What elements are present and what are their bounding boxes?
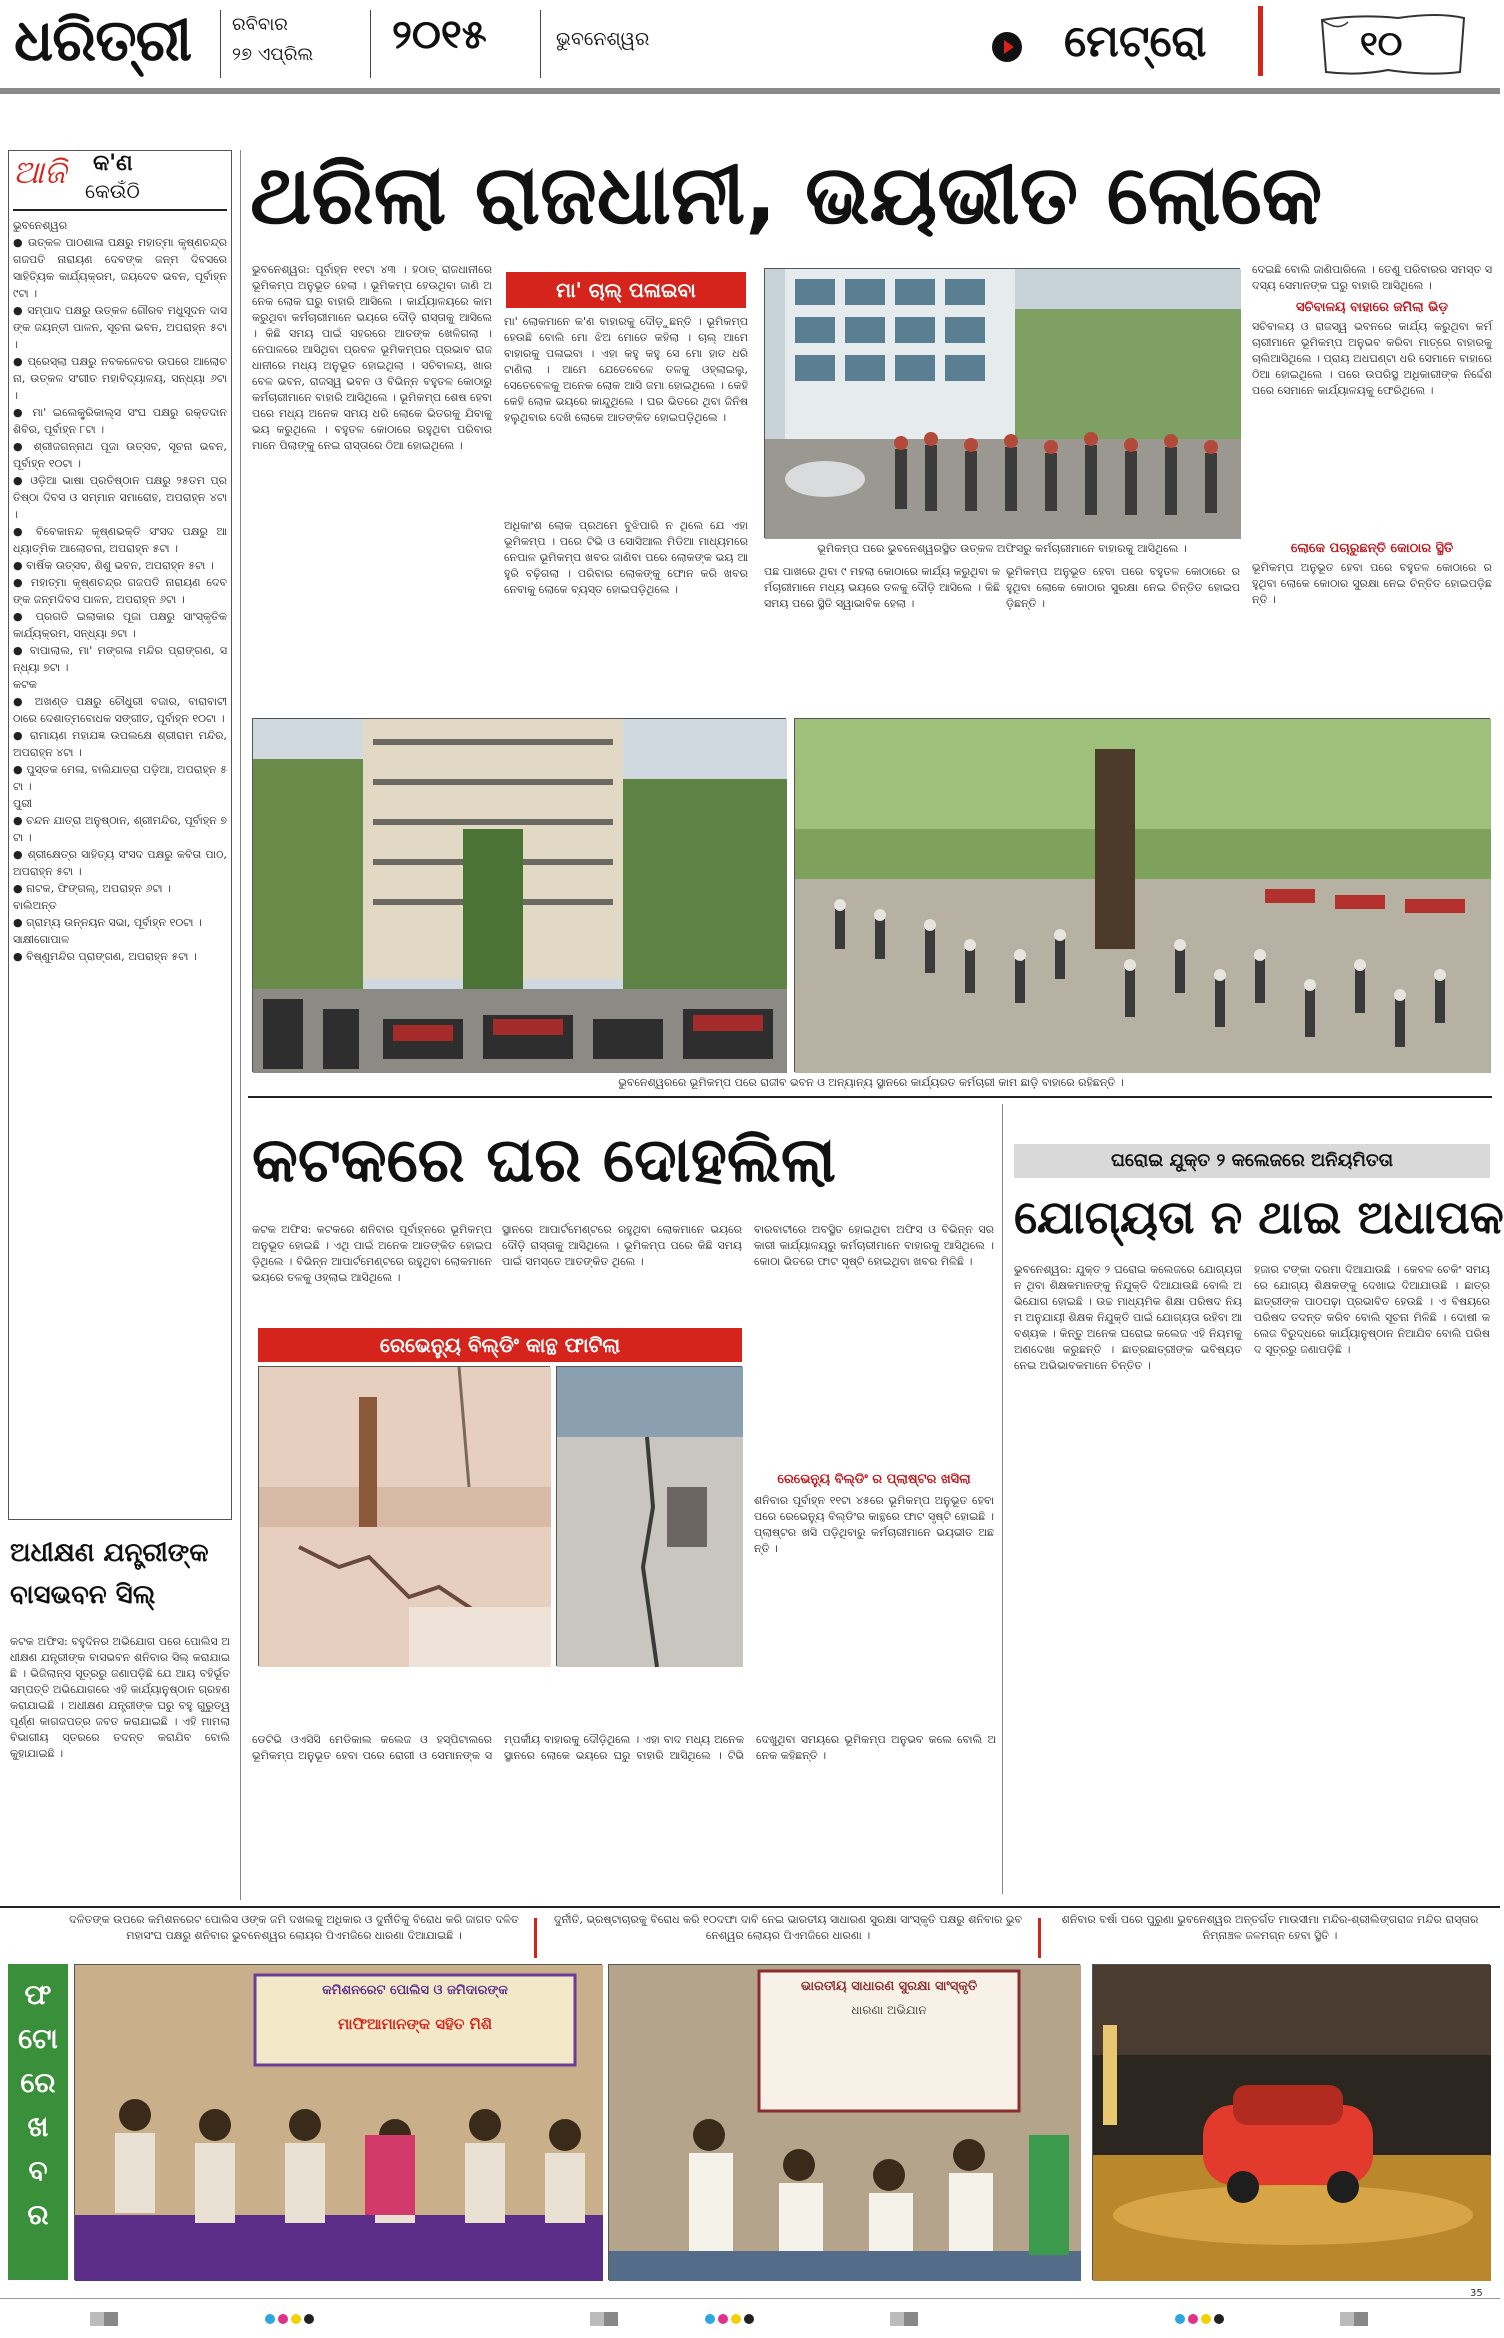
story2-kicker: ରେଭେନ୍ୟୁ ବିଲ୍ଡିଂ ର ପ୍ଲାଷ୍ଟର ଖସିଲା (777, 1472, 971, 1487)
sidebar-story (8, 1526, 232, 1896)
sidebar-headline-line2: ବାସଭବନ ସିଲ୍ (10, 1580, 156, 1610)
photo-protest-1 (74, 1964, 602, 2280)
lead-col3: ଅଧିକାଂଶ ଲୋକ ପ୍ରଥମେ ବୁଝିପାରି ନ ଥିଲେ ଯେ ଏହା ଭୂମିକମ୍ପ । ପରେ ଟିଭି ଓ ସୋସିଆଲ ମିଡିଆ ମାଧ୍ୟମରେ ନେପାଳ ଭୂମିକମ୍ପ ଖବର ଜାଣିବା ପରେ ଲୋକଙ୍କ ଭୟ ଆହୁରି ବଢ଼ିଗଲା । ପରିବାର ଲୋକଙ୍କୁ ଫୋନ କରି ଖବର ନେବାକୁ ଲୋକେ ବ୍ୟସ୍ତ ହୋଇପଡ଼ିଥିଲେ । (504, 519, 752, 596)
lead-col5a: ଭୂମିକମ୍ପ ଅନୁଭୂତ ହେବା ପରେ ବହୁତଳ କୋଠାରେ ରହୁଥିବା ଲୋକେ କୋଠାର ସୁରକ୍ଷା ନେଇ ଚିନ୍ତିତ ହୋଇପଡ଼ିଛନ୍ତି । (1006, 565, 1240, 610)
photo-crack-2 (556, 1366, 742, 1666)
story2-col3b-text: ଶନିବାର ପୂର୍ବାହ୍ନ ୧୧ଟା ୪୫ରେ ଭୂମିକମ୍ପ ଅନୁଭୂତ ହେବା ପରେ ରେଭେନ୍ୟୁ ବିଲ୍ଡିଂର କାନ୍ଥରେ ଫାଟ ସୃଷ୍ଟି ହୋଇଛି । ପ୍ଲାଷ୍ଟର ଖସି ପଡ଼ିଥିବାରୁ କର୍ମଚାରୀମାନେ ଭୟଭୀତ ଅଛନ୍ତି । (754, 1494, 998, 1555)
events-label-kana: କ'ଣ (93, 151, 133, 176)
strip-caption-2: ଦୁର୍ନୀତି, ଭ୍ରଷ୍ଟାଚାରକୁ ବିରୋଧ କରି ୧୦ଦଫା ଦାବି ନେଇ ଭାରତୀୟ ସାଧାରଣ ସୁରକ୍ଷା ସାଂସ୍କୃତି ପକ୍ଷରୁ ଶନିବାର ଭୁବନେଶ୍ୱର ଲୋୟର ପିଏମଜିରେ ଧାରଣା । (553, 1913, 1023, 1942)
photo-crowd-street (794, 718, 1490, 1072)
section-red-bar (1258, 6, 1263, 76)
banner2-text-2: ଧାରଣା ଅଭିଯାନ (851, 2003, 927, 2017)
story2-bottom: ଡେଟିଭି ଓଏସିସି ମେଡିକାଲ କଲେଜ ଓ ହସ୍ପିଟାଲରେ ଭୂମିକମ୍ପ ଅନୁଭୂତ ହେବା ପରେ ରୋଗୀ ଓ ସେମାନଙ୍କ ସମ୍ପର୍କୀୟ ବାହାରକୁ ଦୌଡ଼ିଥିଲେ । ଏହା ବାଦ ମଧ୍ୟ ଅନେକ ସ୍ଥାନରେ ଲୋକେ ଭୟରେ ଘରୁ ବାହାରି ଆସିଥିଲେ । ଟିଭି ଦେଖୁଥିବା ସମୟରେ ଭୂମିକମ୍ପ ଅନୁଭବ କଲେ ବୋଲି ଅନେକ କହିଛନ୍ତି । (252, 1733, 996, 1762)
events-sidebar (8, 150, 232, 1520)
masthead (0, 0, 1500, 110)
story3-headline: ଯୋଗ୍ୟତା ନ ଥାଇ ଅଧାପକ (1014, 1190, 1504, 1244)
masthead-day: ରବିବାର (232, 14, 288, 35)
story2-col1: କଟକ ଅଫିସ: କଟକରେ ଶନିବାର ପୂର୍ବାହ୍ନରେ ଭୂମିକମ୍ପ ଅନୁଭୂତ ହୋଇଛି । ଏଥି ପାଇଁ ଅନେକ ଆତଙ୍କିତ ହୋଇପଡ଼ିଥିଲେ । ବିଭିନ୍ନ ଆପାର୍ଟମେଣ୍ଟରେ ରହୁଥିବା ଲୋକମାନେ ଭୟରେ ତଳକୁ ଓହ୍ଲାଇ ଆସିଥିଲେ । (252, 1223, 496, 1284)
photo-crack-1 (258, 1366, 550, 1666)
page-code: 35 (1470, 2288, 1483, 2299)
side-label-char: ଟୋ (18, 2022, 58, 2055)
events-label-aaji: ଆଜି (13, 153, 67, 191)
banner1-text-2: ମାଫିଆମାନଙ୍କ ସହିତ ମିଶି (337, 2015, 493, 2033)
side-label-char: ର (27, 2198, 49, 2231)
photo-protest-2 (608, 1964, 1080, 2280)
brand-logo: ଧରିତ୍ରୀ (14, 6, 192, 74)
sidebar-story-body: କଟକ ଅଫିସ: ବହୁଦିନର ଅଭିଯୋଗ ପରେ ପୋଲିସ ଅଧୀକ୍ଷଣ ଯନ୍ତ୍ରୀଙ୍କ ବାସଭବନ ଶନିବାର ସିଲ୍ କରାଯାଇଛି । ଭିଜିଲାନ୍ସ ସୂତ୍ରରୁ ଜଣାପଡ଼ିଛି ଯେ ଆୟ ବହିର୍ଭୂତ ସମ୍ପତ୍ତି ଅଭିଯୋଗରେ ଏହି କାର୍ଯ୍ୟାନୁଷ୍ଠାନ ଗ୍ରହଣ କରାଯାଇଛି । ଅଧୀକ୍ଷଣ ଯନ୍ତ୍ରୀଙ୍କ ଘରୁ ବହୁ ଗୁରୁତ୍ୱପୂର୍ଣ୍ଣ କାଗଜପତ୍ର ଜବତ କରାଯାଇଛି । ଏହି ମାମଲା ବିଭାଗୀୟ ସ୍ତରରେ ତଦନ୍ତ କରାଯିବ ବୋଲି କୁହାଯାଇଛି । (10, 1635, 234, 1760)
photo-waterlogged-street (1092, 1964, 1490, 2280)
photo-building (252, 718, 786, 1072)
page-number-tab (1318, 10, 1468, 80)
events-label-kenthi: କେଉଁଠି (85, 179, 140, 203)
banner1-text-1: କମିଶନରେଟ ପୋଲିସ ଓ ଜମିଦାରଙ୍କ (322, 1983, 508, 1998)
print-registration-marks (0, 2306, 1500, 2334)
strip-caption-1: ଦଳିତଙ୍କ ଉପରେ କମିଶନରେଟ ପୋଲିସ ଓଙ୍କ ଜମି ଦଖଲକୁ ଅଧିକାର ଓ ଦୁର୍ନୀତିକୁ ବିରୋଧ କରି ଜାଗତ ଦଳିତ ମହାସଂଘ ପକ୍ଷରୁ ଶନିବାର ଭୁବନେଶ୍ୱର ଲୋୟର ପିଏମଜିରେ ଧାରଣା ଦିଆଯାଇଛି । (69, 1913, 523, 1942)
lead-col6b-text: ସଚିବାଳୟ ଓ ରାଜସ୍ୱ ଭବନରେ କାର୍ଯ୍ୟ କରୁଥିବା କର୍ମଚାରୀମାନେ ଭୂମିକମ୍ପ ଅନୁଭବ କରିବା ମାତ୍ରେ ବାହାରକୁ ଚାଲିଆସିଥିଲେ । ପ୍ରାୟ ଅଧଘଣ୍ଟା ଧରି ସେମାନେ ବାହାରେ ଠିଆ ହୋଇଥିଲେ । ପରେ ଉପରିସ୍ଥ ଅଧିକାରୀଙ୍କ ନିର୍ଦ୍ଦେଶ ପରେ ସେମାନେ କାର୍ଯ୍ୟାଳୟକୁ ଫେରିଥିଲେ । (1252, 320, 1496, 397)
sidebar-headline-line1: ଅଧୀକ୍ଷଣ ଯନ୍ତ୍ରୀଙ୍କ (10, 1538, 209, 1568)
story2-col3 (754, 1222, 998, 1728)
masthead-city: ଭୁବନେଶ୍ୱର (556, 28, 650, 50)
story2-headline: କଟକରେ ଘର ଦୋହଲିଲା (252, 1123, 836, 1196)
lead-col1: ଭୁବନେଶ୍ୱର: ପୂର୍ବାହ୍ନ ୧୧ଟା ୪୩ । ହଠାତ୍ ରାଜଧାନୀରେ ଭୂମିକମ୍ପ ଅନୁଭୂତ ହେଲା । ଭୂମିକମ୍ପ ହେଉଥିବା ଜାଣି ଅନେକ ଲୋକ ଘରୁ ବାହାରି ଆସିଲେ । କାର୍ଯ୍ୟାଳୟରେ କାମ କରୁଥିବା କର୍ମଚାରୀମାନେ ଭୟରେ ଦୌଡ଼ି ରାସ୍ତାକୁ ଆସିଲେ । କିଛି ସମୟ ପାଇଁ ସହରରେ ଆତଙ୍କ ଖେଳିଗଲା । ନେପାଳରେ ଆସିଥିବା ପ୍ରବଳ ଭୂମିକମ୍ପର ପ୍ରଭାବ ରାଜଧାନୀରେ ମଧ୍ୟ ଅନୁଭୂତ ହୋଇଥିଲା । ସଚିବାଳୟ, ଖାରବେଳ ଭବନ, ରାଜସ୍ୱ ଭବନ ଓ ବିଭିନ୍ନ ବହୁତଳ କୋଠାରୁ କର୍ମଚାରୀମାନେ ବାହାରି ଆସିଥିଲେ । ଭୂମିକମ୍ପ ଶେଷ ହେବା ପରେ ମଧ୍ୟ ଅନେକ ସମୟ ଧରି ଲୋକେ ଭିତରକୁ ଯିବାକୁ ଭୟ କରୁଥିଲେ । ବହୁତଳ କୋଠାରେ ରହୁଥିବା ପରିବାରମାନେ ପିଲାଙ୍କୁ ନେଇ ରାସ୍ତାରେ ଠିଆ ହୋଇଥିଲେ । (252, 263, 496, 452)
story3-col1: ଭୁବନେଶ୍ୱର: ଯୁକ୍ତ ୨ ଘରୋଇ କଲେଜରେ ଯୋଗ୍ୟତା ନ ଥିବା ଶିକ୍ଷକମାନଙ୍କୁ ନିଯୁକ୍ତି ଦିଆଯାଉଛି ବୋଲି ଅଭିଯୋଗ ହୋଇଛି । ଉଚ୍ଚ ମାଧ୍ୟମିକ ଶିକ୍ଷା ପରିଷଦ ନିୟମ ଅନୁଯାୟୀ ଶିକ୍ଷକ ନିଯୁକ୍ତି ପାଇଁ ଯୋଗ୍ୟତା ରହିବା ଆବଶ୍ୟକ । କିନ୍ତୁ ଅନେକ ଘରୋଇ କଲେଜ ଏହି ନିୟମକୁ ଅଣଦେଖା କରୁଛନ୍ତି । ଛାତ୍ରଛାତ୍ରୀଙ୍କ ଭବିଷ୍ୟତ ନେଇ ଅଭିଭାବକମାନେ ଚିନ୍ତିତ । (1014, 1263, 1246, 1372)
side-label-char: ବ (28, 2154, 48, 2187)
page-number: ୧୦ (1360, 24, 1403, 64)
banner2-text-1: ଭାରତୀୟ ସାଧାରଣ ସୁରକ୍ଷା ସାଂସ୍କୃତି (800, 1979, 978, 1994)
lead-red-label: ମା' ଚାଲ୍ ପଳାଇବା (506, 272, 746, 308)
photo-bottom-caption: ଭୁବନେଶ୍ୱରରେ ଭୂମିକମ୍ପ ପରେ ରାଜୀବ ଭବନ ଓ ଅନ୍ୟାନ୍ୟ ସ୍ଥାନରେ କାର୍ଯ୍ୟରତ କର୍ମଚାରୀ କାମ ଛାଡ଼ି ବାହାରେ ରହିଛନ୍ତି । (618, 1076, 1124, 1089)
lead-col2: ମା' ଲୋକମାନେ କ'ଣ ବାହାରକୁ ଦୌଡ଼ୁଛନ୍ତି । ଭୂମିକମ୍ପ ହେଉଛି ବୋଲି ମୋ ଝିଅ ମୋତେ କହିଲା । ଚାଲ୍ ଆମେ ବାହାରକୁ ପଳାଇବା । ଏହା କହୁ କହୁ ସେ ମୋ ହାତ ଧରି ଟାଣିଲା । ଆମେ ଯେତେବେଳେ ତଳକୁ ଓହ୍ଲାଇଲୁ, ସେତେବେଳକୁ ଅନେକ ଲୋକ ଆସି ଜମା ହୋଇଥିଲେ । କେହି କେହି ଲୋକ ଭୟରେ କାନ୍ଦୁଥିଲେ । ଘର ଭିତରେ ଥିବା ଜିନିଷ ହଲୁଥିବାର ଦେଖି ଲୋକେ ଆତଙ୍କିତ ହୋଇପଡ଼ିଥିଲେ । (504, 315, 752, 424)
strip-caption-3: ଶନିବାର ବର୍ଷା ପରେ ପୁରୁଣା ଭୁବନେଶ୍ୱର ଅନ୍ତର୍ଗତ ମାଉସୀମା ମନ୍ଦିର-ଶ୍ରୀଲିଙ୍ଗରାଜ ମନ୍ଦିର ରାସ୍ତାର ନିମ୍ନାଞ୍ଚଳ ଜଳମଗ୍ନ ହେବା ସ୍ଥିତି । (1061, 1913, 1482, 1942)
side-label-char: ଖ (27, 2110, 49, 2143)
lead-kicker1: ସଚିବାଳୟ ବାହାରେ ଜମିଲା ଭିଡ଼ (1295, 300, 1449, 315)
photo-office-crowd (764, 268, 1240, 538)
story3-banner: ଘରୋଇ ଯୁକ୍ତ ୨ କଲେଜରେ ଅନିୟମିତତା (1014, 1144, 1490, 1178)
lead-headline: ଥରିଲା ରାଜଧାନୀ, ଭୟଭୀତ ଲୋକେ (250, 148, 1323, 243)
lead-col6c-text: ଭୂମିକମ୍ପ ଅନୁଭୂତ ହେବା ପରେ ବହୁତଳ କୋଠାରେ ରହୁଥିବା ଲୋକେ କୋଠାର ସୁରକ୍ଷା ନେଇ ଚିନ୍ତିତ ହୋଇପଡ଼ିଛନ୍ତି । (1252, 561, 1492, 606)
photo-news-label (8, 1964, 68, 2280)
play-icon (992, 32, 1022, 62)
story3-col2: ହଜାର ଟଙ୍କା ଦରମା ଦିଆଯାଉଛି । କେବଳ ଚେକିଂ ସମୟରେ ଯୋଗ୍ୟ ଶିକ୍ଷକଙ୍କୁ ଦେଖାଇ ଦିଆଯାଉଛି । ଛାତ୍ରଛାତ୍ରୀଙ୍କ ପାଠପଢ଼ା ପ୍ରଭାବିତ ହେଉଛି । ଏ ବିଷୟରେ ପରିଷଦ ତଦନ୍ତ କରିବ ବୋଲି ସୂଚନା ମିଳିଛି । ଦୋଷୀ କଲେଜ ବିରୁଦ୍ଧରେ କାର୍ଯ୍ୟାନୁଷ୍ଠାନ ନିଆଯିବ ବୋଲି ପରିଷଦ ସୂତ୍ରରୁ ଜଣାପଡ଼ିଛି । (1254, 1263, 1494, 1356)
sidebar-story-headline (10, 1532, 232, 1616)
masthead-date: ୨୭ ଏପ୍ରିଲ (232, 44, 314, 65)
section-label: ମେଟ୍ରୋ (1064, 16, 1207, 67)
lead-col6-text: ଦେଇଛି ବୋଲି ଜାଣିପାରିଲେ । ତେଣୁ ପରିବାରର ସମସ୍ତ ସଦସ୍ୟ ସେମାନଙ୍କ ଘରୁ ବାହାରି ଆସିଥିଲେ । (1252, 263, 1492, 292)
side-label-char: ଫ (24, 1978, 52, 2011)
lead-kicker2: ଲୋକେ ପଚାରୁଛନ୍ତି କୋଠାର ସ୍ଥିତି (1290, 541, 1454, 556)
story2-col2: ସ୍ଥାନରେ ଆପାର୍ଟମେଣ୍ଟରେ ରହୁଥିବା ଲୋକମାନେ ଭୟରେ ଦୌଡ଼ି ରାସ୍ତାକୁ ଆସିଥିଲେ । ଭୂମିକମ୍ପ ପରେ କିଛି ସମୟ ପାଇଁ ସମସ୍ତେ ଆତଙ୍କିତ ଥିଲେ । (502, 1223, 746, 1268)
story2-red-label: ରେଭେନ୍ୟୁ ବିଲ୍ଡିଂ କାନ୍ଥ ଫାଟିଲା (258, 1328, 742, 1362)
photo1-caption: ଭୂମିକମ୍ପ ପରେ ଭୁବନେଶ୍ୱରସ୍ଥିତ ଉତ୍କଳ ଅଫିସରୁ କର୍ମଚାରୀମାନେ ବାହାରକୁ ଆସିଥିଲେ । (817, 542, 1187, 555)
lead-col6 (1252, 262, 1496, 712)
masthead-year: ୨୦୧୫ (392, 12, 487, 58)
events-list: ଭୁବନେଶ୍ୱର ● ଉତ୍କଳ ପାଠଶାଳା ପକ୍ଷରୁ ମହାତ୍ମା କୃଷ୍ଣଚନ୍ଦ୍ର ଗଜପତି ନାରାୟଣ ଦେବଙ୍କ ଜନ୍ମ ଦିବସରେ ସାହିତ୍ୟିକ କାର୍ଯ୍ୟକ୍ରମ, ଜୟଦେବ ଭବନ, ପୂର୍ବାହ୍ନ ୯ଟା । ● ସମ୍ପାଦ ପକ୍ଷରୁ ଉତ୍କଳ ଗୌରବ ମଧୁସୂଦନ ଦାସଙ୍କ ଜୟନ୍ତୀ ପାଳନ, ସୂଚନା ଭବନ, ଅପରାହ୍ନ ୫ଟା । ● ପ୍ରେସ୍‌ଲା ପକ୍ଷରୁ ନବକଳେବର ଉପରେ ଆଲୋଚନା, ଉତ୍କଳ ସଂଗୀତ ମହାବିଦ୍ୟାଳୟ, ସନ୍ଧ୍ୟା ୬ଟା । ● ମା' ଇଲେକ୍ଟ୍ରିକାଲ୍ସ ସଂଘ ପକ୍ଷରୁ ରକ୍ତଦାନ ଶିବିର, ପୂର୍ବାହ୍ନ ୮ଟା । ● ଶ୍ରୀଜଗନ୍ନାଥ ପୂଜା ଉତ୍ସବ, ସୂଚନା ଭବନ, ପୂର୍ବାହ୍ନ ୧୦ଟା । ● ଓଡ଼ିଆ ଭାଷା ପ୍ରତିଷ୍ଠାନ ପକ୍ଷରୁ ୨୫ତମ ପ୍ରତିଷ୍ଠା ଦିବସ ଓ ସମ୍ମାନ ସମାରୋହ, ଅପରାହ୍ନ ୪ଟା । ● ବିବେକାନନ୍ଦ କୃଷ୍ଣଭକ୍ତି ସଂସଦ ପକ୍ଷରୁ ଆଧ୍ୟାତ୍ମିକ ଆଲୋଚନା, ଅପରାହ୍ନ ୫ଟା । ● ବାର୍ଷିକ ଉତ୍ସବ, ଶିଶୁ ଭବନ, ଅପରାହ୍ନ ୫ଟା । ● ମହାତ୍ମା କୃଷ୍ଣଚନ୍ଦ୍ର ଗଜପତି ନାରାୟଣ ଦେବଙ୍କ ଜନ୍ମଦିବସ ପାଳନ, ଅପରାହ୍ନ ୬ଟା । ● ପ୍ରଗତି ଇଲାକାର ପୂଜା ପକ୍ଷରୁ ସାଂସ୍କୃତିକ କାର୍ଯ୍ୟକ୍ରମ, ସନ୍ଧ୍ୟା ୭ଟା । ● ବାପାଲାଲ, ମା' ମଙ୍ଗଳା ମନ୍ଦିର ପ୍ରାଙ୍ଗଣ, ସନ୍ଧ୍ୟା ୭ଟା । କଟକ ● ଅଖଣ୍ଡ ପକ୍ଷରୁ ଚୌଧୁରୀ ବଜାର, ବାରାବାଟୀ ଠାରେ ଦେଶାତ୍ମବୋଧକ ସଙ୍ଗୀତ, ପୂର୍ବାହ୍ନ ୧୦ଟା । ● ରାମାୟଣ ମହାଯଜ୍ଞ ଉପଲକ୍ଷେ ଶ୍ରୀରାମ ମନ୍ଦିର, ଅପରାହ୍ନ ୪ଟା । ● ପୁସ୍ତକ ମେଳା, ବାଲିଯାତ୍ରା ପଡ଼ିଆ, ଅପରାହ୍ନ ୫ଟା । ପୁରୀ ● ଚନ୍ଦନ ଯାତ୍ରା ଅନୁଷ୍ଠାନ, ଶ୍ରୀମନ୍ଦିର, ପୂର୍ବାହ୍ନ ୭ଟା । ● ଶ୍ରୀକ୍ଷେତ୍ର ସାହିତ୍ୟ ସଂସଦ ପକ୍ଷରୁ କବିତା ପାଠ, ଅପରାହ୍ନ ୫ଟା । ● ନାଟକ, ଫିଙ୍ଗଲ୍, ଅପରାହ୍ନ ୬ଟା । ବାଲିଅନ୍ତ ● ଗ୍ରାମ୍ୟ ଉନ୍ନୟନ ସଭା, ପୂର୍ବାହ୍ନ ୧୦ଟା । ସାକ୍ଷୀଗୋପାଳ ● ବିଷ୍ଣୁମନ୍ଦିର ପ୍ରାଙ୍ଗଣ, ଅପରାହ୍ନ ୫ଟା । (13, 219, 228, 963)
story2-col3-text: ବାରବାଟୀରେ ଅବସ୍ଥିତ ହୋଇଥିବା ଅଫିସ ଓ ବିଭିନ୍ନ ସରକାରୀ କାର୍ଯ୍ୟାଳୟରୁ କର୍ମଚାରୀମାନେ ବାହାରକୁ ଆସିଥିଲେ । କୋଠା ଭିତରେ ଫାଟ ସୃଷ୍ଟି ହୋଇଥିବା ଖବର ମିଳିଛି । (754, 1223, 998, 1268)
lead-col4a: ପଛ ପାଖରେ ଥିବା ୯ ମହଲା କୋଠାରେ କାର୍ଯ୍ୟ କରୁଥିବା କର୍ମଚାରୀମାନେ ମଧ୍ୟ ଭୟରେ ତଳକୁ ଦୌଡ଼ି ଆସିଲେ । କିଛି ସମୟ ପରେ ସ୍ଥିତି ସ୍ୱାଭାବିକ ହେଲା । (764, 565, 1004, 610)
side-label-char: ରେ (20, 2066, 56, 2099)
